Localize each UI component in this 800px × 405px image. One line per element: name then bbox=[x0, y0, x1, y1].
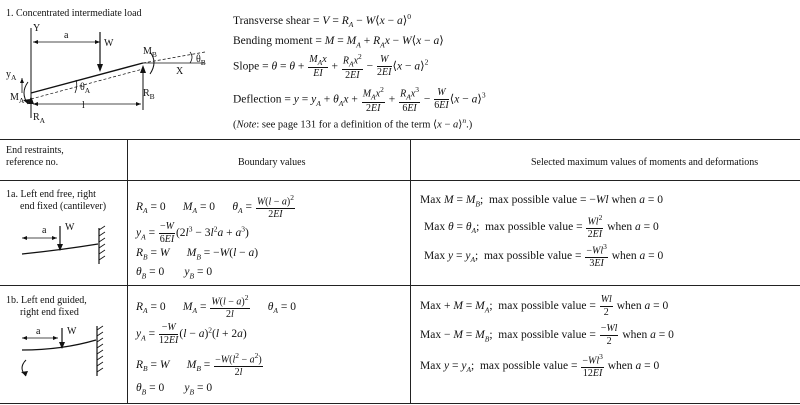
label-y-axis: Y bbox=[33, 23, 41, 34]
label-l: l bbox=[82, 100, 85, 111]
row-1a-diagram-a: a bbox=[42, 225, 47, 236]
row-1a-boundary-3: $R_B = W$ $M_B = -W(l - a)$ bbox=[136, 247, 259, 262]
case-title: 1. Concentrated intermediate load bbox=[6, 8, 142, 19]
table-bottom-border bbox=[0, 403, 800, 404]
row-1a-boundary-1: $R_A = 0$ $M_A = 0$ $\theta_A$ = $\frac{W(l - a)^2}{2EI}$ bbox=[136, 193, 295, 221]
header-col1-line1: End restraints, bbox=[6, 145, 64, 156]
header-col2: Boundary values bbox=[238, 157, 306, 168]
row-1a-boundary-4: $\theta_B = 0$ $y_B = 0$ bbox=[136, 266, 213, 281]
row-1b-boundary-4: $\theta_B = 0$ $y_B = 0$ bbox=[136, 382, 213, 397]
label-theta-b: $\theta_B$ bbox=[196, 54, 206, 67]
row-1b-boundary-3: $R_B = W$ $M_B$ = $\frac{-W(l^2 - a^2)}{2l}$ bbox=[136, 351, 262, 379]
guided-fixed-diagram bbox=[12, 320, 112, 380]
row-1a-ref-line2: end fixed (cantilever) bbox=[20, 201, 107, 212]
row-1b-diagram-a: a bbox=[36, 326, 41, 337]
row-1a-max-2: Max $\theta = \theta_A$; max possible value = $\frac{Wl^2}{2EI}$ when a = 0 bbox=[424, 213, 659, 241]
header-col1-line2: reference no. bbox=[6, 157, 59, 168]
label-ya: $y_A$ bbox=[6, 69, 17, 82]
eq-note: (Note: see page 131 for a definition of the term ⟨x − a⟩$^n$.) bbox=[233, 116, 473, 131]
row-1a-max-1: Max $M = M_B$; max possible value = −Wl when a = 0 bbox=[420, 194, 664, 209]
row-1a-max-3: Max $y = y_A$; max possible value = $\frac{-Wl^3}{3EI}$ when a = 0 bbox=[424, 242, 664, 270]
header-col3: Selected maximum values of moments and deformations bbox=[531, 157, 759, 168]
label-a: a bbox=[64, 30, 69, 41]
col-divider-2 bbox=[410, 139, 411, 403]
eq-deflection: Deflection = $y = y_A + \theta_Ax$ + $\frac{M_Ax^2}{2EI}$ + $\frac{R_Ax^3}{6EI}$ − $\frac{W}{6EI}$ ⟨x − a⟩$^3$ bbox=[233, 85, 486, 114]
eq-moment: Bending moment = $M = M_A + R_Ax$ − W⟨x − a⟩ bbox=[233, 35, 444, 50]
label-theta-a: $\theta_A$ bbox=[80, 82, 91, 95]
table-top-border bbox=[0, 139, 800, 140]
label-ra: $R_A$ bbox=[33, 112, 46, 125]
row-1b-max-3: Max $y = y_A$; max possible value = $\frac{-Wl^3}{12EI}$ when a = 0 bbox=[420, 352, 660, 380]
label-rb: $R_B$ bbox=[143, 88, 155, 101]
row-1b-diagram-w: W bbox=[67, 326, 77, 337]
col-divider-1 bbox=[127, 139, 128, 403]
label-ma: $M_A$ bbox=[10, 92, 25, 105]
eq-slope: Slope = θ = θ + $\frac{M_Ax}{EI}$ + $\frac{R_Ax^2}{2EI}$ − $\frac{W}{2EI}$ ⟨x − a⟩$^2$ bbox=[233, 52, 429, 81]
eq-shear: Transverse shear = $V = R_A$ − W⟨x − a⟩$^0$ bbox=[233, 12, 412, 30]
row-1b-ref-line1: 1b. Left end guided, bbox=[6, 295, 87, 306]
row-1a-boundary-2: $y_A$ = $\frac{-W}{6EI}$ $(2l^3 - 3l^2a + a^3)$ bbox=[136, 221, 249, 245]
row-1b-boundary-2: $y_A$ = $\frac{-W}{12EI}$ $(l - a)^2(l + 2a)$ bbox=[136, 322, 247, 346]
row-1b-boundary-1: $R_A = 0$ $M_A$ = $\frac{W(l - a)^2}{2l}$ $\theta_A = 0$ bbox=[136, 293, 297, 321]
row-1a-diagram-w: W bbox=[65, 222, 75, 233]
header-bottom-border bbox=[0, 180, 800, 181]
label-x: X bbox=[176, 66, 184, 77]
row-1b-max-1: Max + $M = M_A$; max possible value = $\frac{Wl}{2}$ when a = 0 bbox=[420, 294, 669, 318]
label-w: W bbox=[104, 38, 114, 49]
row-1b-ref-line2: right end fixed bbox=[20, 307, 79, 318]
label-mb: $M_B$ bbox=[143, 46, 157, 59]
row-1a-ref-line1: 1a. Left end free, right bbox=[6, 189, 96, 200]
row-1b-max-2: Max − $M = M_B$; max possible value = $\frac{-Wl}{2}$ when a = 0 bbox=[420, 323, 674, 347]
row-divider bbox=[0, 285, 800, 286]
